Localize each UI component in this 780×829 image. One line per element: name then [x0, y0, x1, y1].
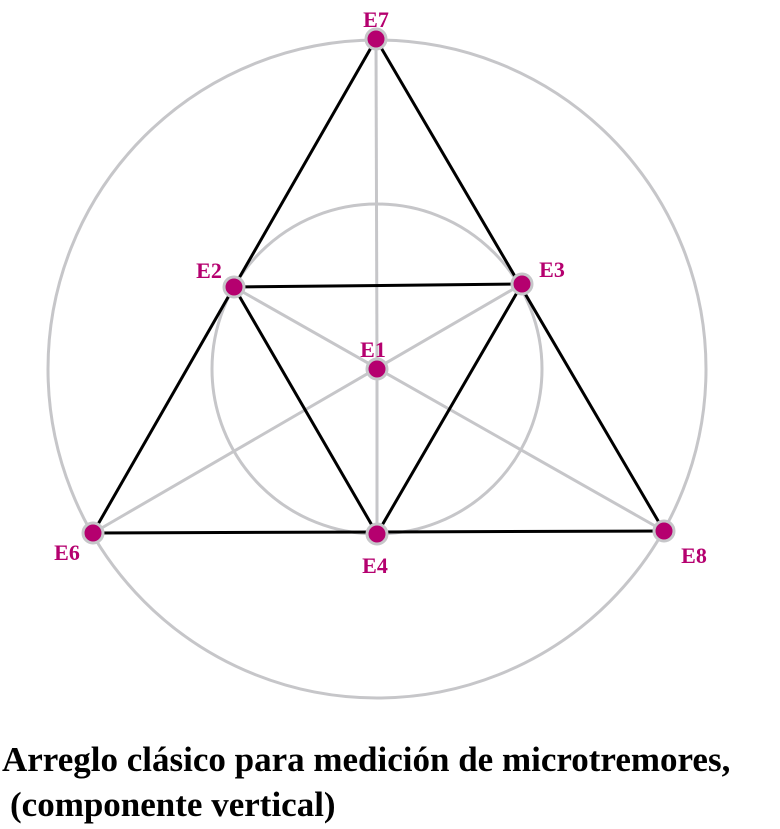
station-e8-label: E8	[681, 543, 707, 569]
station-e2-marker	[224, 277, 244, 297]
guide-line-e1-e7	[376, 39, 377, 369]
guide-line-e3-e6	[93, 284, 522, 533]
edge-e2-e4	[234, 287, 377, 534]
station-e6-marker	[83, 523, 103, 543]
station-e4-label: E4	[362, 553, 388, 579]
caption-line-1: Arreglo clásico para medición de microtremores,	[2, 740, 731, 779]
station-e6-label: E6	[54, 540, 80, 566]
station-e3-label: E3	[539, 257, 565, 283]
station-e3-marker	[512, 274, 532, 294]
station-e8-marker	[654, 521, 674, 541]
station-e1-label: E1	[360, 337, 386, 363]
station-e2-label: E2	[196, 258, 222, 284]
edge-e3-e4	[377, 284, 522, 534]
caption-line-2: (componente vertical)	[10, 785, 336, 824]
station-e7-label: E7	[363, 7, 389, 33]
edge-e2-e3	[234, 284, 522, 287]
station-labels	[54, 7, 707, 578]
station-e4-marker	[367, 524, 387, 544]
